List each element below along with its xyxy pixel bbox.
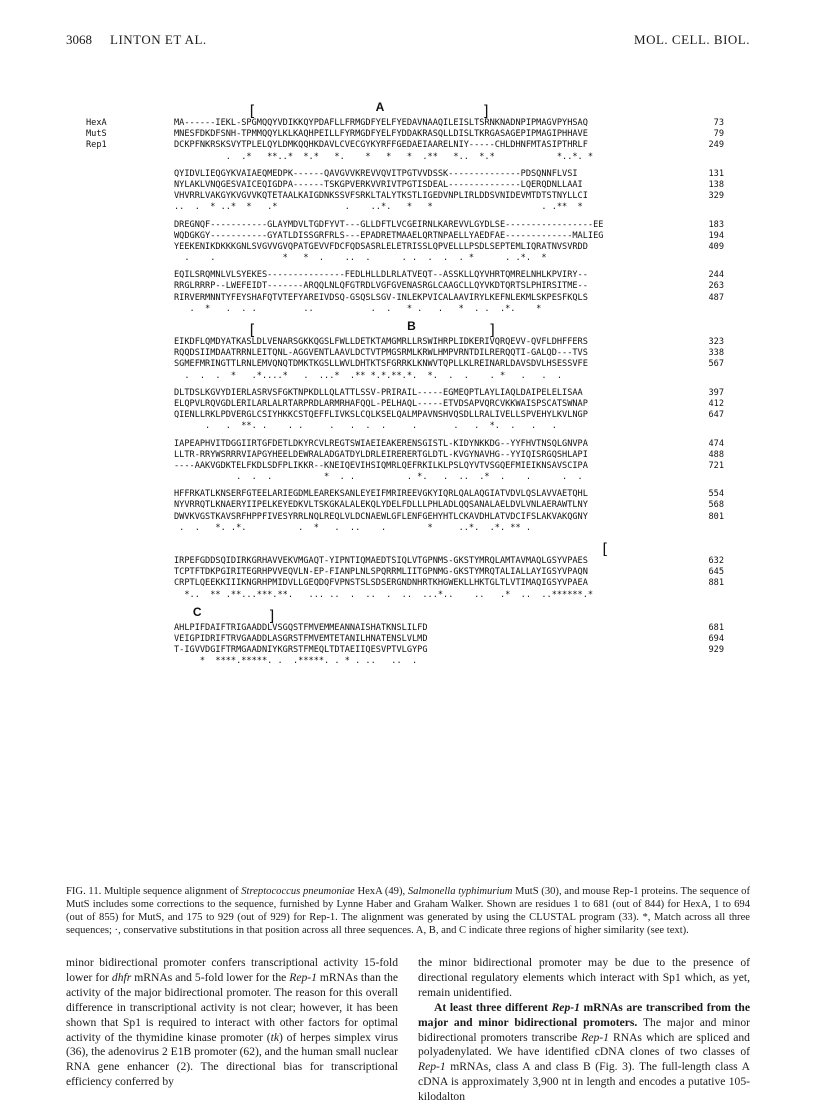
residue-count: 183 [708, 219, 724, 230]
sequence-residues: AHLPIFDAIFTRIGAADDLVSGQSTFMVEMMEANNAISHATKNSLILFD [174, 622, 428, 633]
caption-species-2: Salmonella typhimurium [407, 886, 513, 897]
alignment-row [86, 118, 726, 129]
page-number: 3068 [66, 32, 92, 47]
sequence-residues: EQILSRQMNLVLSYEKES---------------FEDLHLLDLRLATVEQT--ASSKLLQYVHRTQMRELNHLKPVIRY-- [174, 270, 588, 281]
alignment-row [86, 461, 726, 472]
region-label: B [407, 319, 416, 333]
alignment-block [86, 102, 726, 163]
region-bracket: ] [268, 606, 275, 625]
sequence-residues: TCPTFTDKPGIRITEGRHPVVEQVLN-EP-FIANPLNLSPQRRMLIITGPNMG-GKSTYMRQTALIALLAYIGSYVPAQN [174, 567, 588, 578]
alignment-row [86, 388, 726, 399]
conservation-marks: . .* **..* *.* *. * * * .** *.. *.* *..*. * [174, 151, 594, 162]
gene-name: dhfr [111, 970, 132, 984]
residue-count: 487 [708, 292, 724, 303]
conservation-row [86, 472, 726, 483]
sequence-residues: IRPEFGDDSQIDIRKGRHAVVEKVMGAQT-YIPNTIQMAEDTSIQLVTGPNMS-GKSTYMRQLAMTAVMAQLGSYVPAES [174, 556, 588, 566]
conservation-marks: . * . . . .. . . * . . * . . .*. * [174, 303, 542, 314]
sequence-residues: LLTR-RRYWSRRRVIAPGYHEELDEWRALADGATDYLDRLEIRERERTGLDTL-KVGYNAVHG--YYIQISRGQSHLAPI [174, 449, 588, 460]
residue-count: 79 [713, 129, 724, 140]
residue-count: 721 [708, 460, 724, 471]
conservation-row [86, 253, 726, 264]
alignment-block [86, 439, 726, 484]
sequence-residues: DWVKVGSTKAVSRFHPPFIVESYRRLNQLREQLVLDCNAEWLGFLENFGEHYHTLCKAVDHLATVDCIFSLAKVAKQGNY [174, 511, 588, 522]
sequence-residues: WQDGKGY-----------GYATLDISSGRFRLS---EPADRETMAAELQRTNPAELLYAEDFAE-------------MALIEG [174, 230, 604, 241]
conservation-marks: * ****.*****. . .*****. . * . .. .. . [174, 656, 418, 667]
caption-text: MutS (30), and mouse Rep-1 proteins. The sequence of MutS includes some corrections to the sequence, furnished by Lynne Haber and Graham Walker. Shown are residues 1 to 681 (out of 844) for HexA, 1 to 694 (out of 855) for MutS, and 175 to 929 (out of 929) for Rep-1. The alignment was generated by using the CLUSTAL program (33). *, Match across all three sequences; ·, conservative substitutions in that position across all three sequences. A, B, and C indicate three regions of higher similarity (see text). [66, 886, 750, 936]
region-label: C [192, 604, 202, 619]
conservation-marks: . . . * . . . *. . .. .* . . . . [174, 472, 583, 483]
body-text: mRNAs, class A and class B (Fig. 3). The full-length class A cDNA is approximately 3,900 nt in length and encodes a putative 105-kilodalton [418, 1060, 750, 1104]
gene-name: Rep-1 [551, 1000, 580, 1014]
gene-name: tk [270, 1030, 279, 1044]
sequence-residues: QYIDVLIEQGYKVAIAEQMEDPK------QAVGVVKREVVQVITPGTVVDSSK--------------PDSQNNFLVSI [174, 168, 578, 179]
sequence-residues: HFFRKATLKNSERFGTEELARIEGDMLEAREKSANLEYEIFMRIREEVGKYIQRLQALAQGIATVDVLQSLAVVAETQHL [174, 489, 588, 500]
alignment-row [86, 500, 726, 511]
running-header [66, 32, 750, 52]
alignment-row [86, 439, 726, 450]
sequence-residues: QIENLLRKLPDVERGLCSIYHKKCSTQEFFLIVKSLCQLKSELQALMPAVNSHVQSDLLRALIVELLSPVEHYLKVLNGP [174, 410, 588, 421]
alignment-block [86, 489, 726, 534]
region-bracket: ] [489, 321, 495, 339]
alignment-row [86, 578, 726, 589]
conservation-marks: . . . * .*....* . ...* .** *.*.**.*. *. . . . * . . . [174, 370, 563, 381]
caption-species-1: Streptococcus pneumoniae [241, 886, 355, 897]
conservation-row [86, 304, 726, 315]
alignment-row [86, 645, 726, 656]
sequence-alignment-figure [86, 102, 726, 674]
conservation-marks: . . * * . .. . . . . . . * . .*. * [174, 253, 547, 264]
conservation-row [86, 371, 726, 382]
alignment-row [86, 348, 726, 359]
residue-count: 632 [708, 556, 724, 566]
residue-count: 194 [708, 230, 724, 241]
body-text: mRNAs and 5-fold lower for the [131, 970, 290, 984]
body-column-right [418, 956, 750, 1105]
conservation-row [86, 590, 726, 601]
sequence-residues: CRPTLQEEKKIIIKNGRHPMIDVLLGEQDQFVPNSTSLSDSERGNDNHRTKHGWEKLLHKTGLTLVTIMAQIGSYVPAEA [174, 578, 588, 589]
sequence-name: Rep1 [86, 140, 107, 151]
body-text: ) of herpes simplex virus (36), the adenovirus 2 E1B promoter (62), and the human small nuclear RNA gene enhancer (2). The directional bias for transcriptional efficiency conferred by [66, 1030, 398, 1089]
alignment-row [86, 399, 726, 410]
conservation-marks: . . *. .*. . * . .. . * ..*. .*. ** . [174, 522, 531, 533]
sequence-residues: MNESFDKDFSNH-TPMMQQYLKLKAQHPEILLFYRMGDFYELFYDDAKRASQLLDISLTKRGASAGEPIPMAGIPHHAVE [174, 129, 588, 140]
residue-count: 474 [708, 438, 724, 449]
sequence-residues: VHVRRLVAKGYKVGVVKQTETAALKAIGDNKSSVFSRKLTALYTKSTLIGEDVNPLIRLDDSVNIDEVMTDTSTNYLLCI [174, 191, 588, 202]
running-authors: LINTON ET AL. [110, 32, 207, 47]
body-paragraph [66, 956, 398, 1090]
alignment-row [86, 180, 726, 191]
residue-count: 73 [713, 118, 724, 128]
residue-count: 323 [708, 337, 724, 347]
sequence-residues: MA------IEKL-SPGMQQYVDIKKQYPDAFLLFRMGDFYELFYEDAVNAAQILEISLTSRNKNADNPIPMAGVPYHSAQ [174, 118, 588, 128]
alignment-row [86, 220, 726, 231]
residue-count: 694 [708, 633, 724, 644]
alignment-row [86, 242, 726, 253]
region-marker-row [86, 540, 726, 556]
alignment-row [86, 191, 726, 202]
sequence-residues: IAPEAPHVITDGGIIRTGFDETLDKYRCVLREGTSWIAEIEAKERENSGISTL-KIDYNKKDG--YYFHVTNSQLGNVPA [174, 438, 588, 449]
residue-count: 412 [708, 398, 724, 409]
residue-count: 338 [708, 348, 724, 359]
alignment-block [86, 220, 726, 265]
sequence-residues: ----AAKVGDKTELFKDLSDFPLIKKR--KNEIQEVIHSIQMRLQEFRKILKLPSLQYVTVSGQEFMIEIKNSAVSCIPA [174, 460, 588, 471]
alignment-row [86, 512, 726, 523]
region-bracket: [ [249, 321, 256, 339]
alignment-row [86, 231, 726, 242]
alignment-row [86, 337, 726, 348]
body-paragraph [418, 1001, 750, 1105]
alignment-row [86, 623, 726, 634]
residue-count: 568 [708, 500, 724, 511]
residue-count: 263 [708, 281, 724, 292]
residue-count: 801 [708, 511, 724, 522]
alignment-row [86, 359, 726, 370]
residue-count: 881 [708, 578, 724, 589]
conservation-row [86, 152, 726, 163]
gene-name: Rep-1 [418, 1060, 446, 1074]
region-bracket: [ [602, 540, 609, 558]
region-marker-row [86, 102, 726, 118]
region-label: A [375, 100, 385, 114]
figure-caption [66, 885, 750, 937]
alignment-block [86, 540, 726, 601]
body-text: mRNAs than the activity of the major bidirectional promoter. The reason for this overall difference in transcriptional activity is not clear; however, it has been shown that Sp1 is required to interact with other factors for optimal activity of the thymidine kinase promoter ( [66, 970, 399, 1044]
residue-count: 397 [708, 387, 724, 398]
sequence-residues: DLTDSLKGVYDIERLASRVSFGKTNPKDLLQLATTLSSV-PRIRAIL-----EGMEQPTLAYLIAQLDAIPELELISAA [174, 387, 583, 398]
alignment-row [86, 634, 726, 645]
sequence-residues: DCKPFNKRSKSVYTPLELQYLDMKQQHKDAVLCVECGYKYRFFGEDAEIAARELNIY-----CHLDHNFMTASIPTHRLF [174, 140, 588, 151]
caption-text: HexA (49), [354, 886, 408, 897]
conservation-row [86, 656, 726, 667]
caption-text: FIG. 11. Multiple sequence alignment of [66, 886, 242, 897]
region-marker-row [86, 321, 726, 337]
residue-count: 488 [708, 449, 724, 460]
residue-count: 244 [708, 270, 724, 281]
residue-count: 131 [708, 168, 724, 179]
alignment-block [86, 388, 726, 433]
residue-count: 138 [708, 179, 724, 190]
residue-count: 645 [708, 567, 724, 578]
sequence-residues: VEIGPIDRIFTRVGAADDLASGRSTFMVEMTETANILHNATENSLVLMD [174, 633, 428, 644]
heading-text: At least three different [434, 1000, 552, 1014]
body-column-left [66, 956, 398, 1090]
conservation-marks: .. . * ..* * .* . ..*. * * . .** * [174, 202, 583, 213]
residue-count: 409 [708, 241, 724, 252]
residue-count: 681 [708, 622, 724, 633]
alignment-row [86, 410, 726, 421]
residue-count: 329 [708, 191, 724, 202]
body-paragraph: the minor bidirectional promoter may be due to the presence of directional regulatory elements which interact with Sp1 which, as yet, remain unidentified. [418, 956, 750, 999]
residue-count: 647 [708, 410, 724, 421]
residue-count: 567 [708, 359, 724, 370]
alignment-row [86, 293, 726, 304]
conservation-row [86, 523, 726, 534]
residue-count: 249 [708, 140, 724, 151]
journal-name: MOL. CELL. BIOL. [634, 32, 750, 47]
alignment-block [86, 270, 726, 315]
conservation-row [86, 202, 726, 213]
sequence-residues: YEEKENIKDKKKGNLSVGVVGVQPATGEVVFDCFQDSASRLELETRISSLQPVELLLPSDLSEPTEMLIQRATNVSVRDD [174, 241, 588, 252]
region-bracket: [ [249, 102, 256, 120]
sequence-residues: DREGNQF-----------GLAYMDVLTGDFYVT---GLLDFTLVCGEIRNLKAREVVLGYDLSE-----------------EE [174, 219, 604, 230]
sequence-residues: EIKDFLQMDYATKASLDLVENARSGKKQGSLFWLLDETKTAMGMRLLRSWIHRPLIDKERIVQRQEVV-QVFLDHFFERS [174, 337, 588, 347]
alignment-row [86, 567, 726, 578]
conservation-marks: *.. ** .**...***.**. ... .. . .. . .. ...*.. .. .* .. ..******.* [174, 589, 594, 600]
alignment-block [86, 604, 726, 668]
body-text: minor bidirectional promoter confers transcriptional activity 15-fold lower for [66, 956, 398, 984]
conservation-row [86, 421, 726, 432]
region-marker-row [86, 604, 726, 625]
sequence-residues: RRGLRRRP--LWEFEIDT-------ARQQLNLQFGTRDLVGFGVENASRGLCAAGCLLQYVKDTQRTSLPHIRSITME-- [174, 281, 588, 292]
sequence-residues: RIRVERMNNTYFEYSHAFQTVTEFYAREIVDSQ-GSQSLSGV-INLEKPVICALAAVIRYLKEFNLEKMLSKPESFKQLS [174, 292, 588, 303]
alignment-row [86, 169, 726, 180]
gene-name: Rep-1 [581, 1030, 609, 1044]
sequence-name: MutS [86, 129, 107, 140]
alignment-row [86, 489, 726, 500]
alignment-row [86, 140, 726, 151]
residue-count: 554 [708, 489, 724, 500]
gene-name: Rep-1 [289, 970, 317, 984]
body-text: RNAs which are spliced and polyadenylated. We have identified cDNA clones of two classes of [418, 1030, 750, 1059]
sequence-name: HexA [86, 118, 107, 128]
alignment-row [86, 129, 726, 140]
sequence-residues: SGMEFMRINGTTLRNLEMVQNQTDMKTKGSLLWVLDHTKTSFGRRKLKNWVTQPLLKLREINARLDAVSDVLHSESSVFE [174, 359, 588, 370]
alignment-block [86, 321, 726, 382]
sequence-residues: NYLAKLVNQGESVAICEQIGDPA------TSKGPVERKVVRIVTPGTISDEAL--------------LQERQDNLLAAI [174, 179, 583, 190]
alignment-block [86, 169, 726, 214]
sequence-residues: T-IGVVDGIFTRMGAADNIYKGRSTFMEQLTDTAEIIQESVPTVLGYPG [174, 645, 428, 656]
region-bracket: ] [482, 102, 489, 120]
alignment-row [86, 450, 726, 461]
alignment-row [86, 281, 726, 292]
body-text: The major and minor bidirectional promoters transcribe [418, 1015, 750, 1044]
sequence-residues: NYVRRQTLKNAERYIIPELKEYEDKVLTSKGKALALEKQLYDELFDLLLPHLADLQQSANALAELDVLVNLAERAWTLNY [174, 500, 588, 511]
sequence-residues: ELQPVLRQVGDLERILARLALRTARPRDLARMRHAFQQL-PELHAQL-----ETVDSAPVQRCVKKWAISPSCATSWNAP [174, 398, 588, 409]
conservation-marks: . . **. . . . . . . . . . . *. . . . [174, 421, 557, 432]
alignment-row [86, 270, 726, 281]
sequence-residues: RQQDSIIMDAATRRNLEITQNL-AGGVENTLAAVLDCTVTPMGSRMLKRWLHMPVRNTDILRERQQTI-GALQD---TVS [174, 348, 588, 359]
heading-text: mRNAs are transcribed from the major and minor bidirectional promoters. [418, 1000, 751, 1029]
residue-count: 929 [708, 645, 724, 656]
alignment-row [86, 556, 726, 567]
